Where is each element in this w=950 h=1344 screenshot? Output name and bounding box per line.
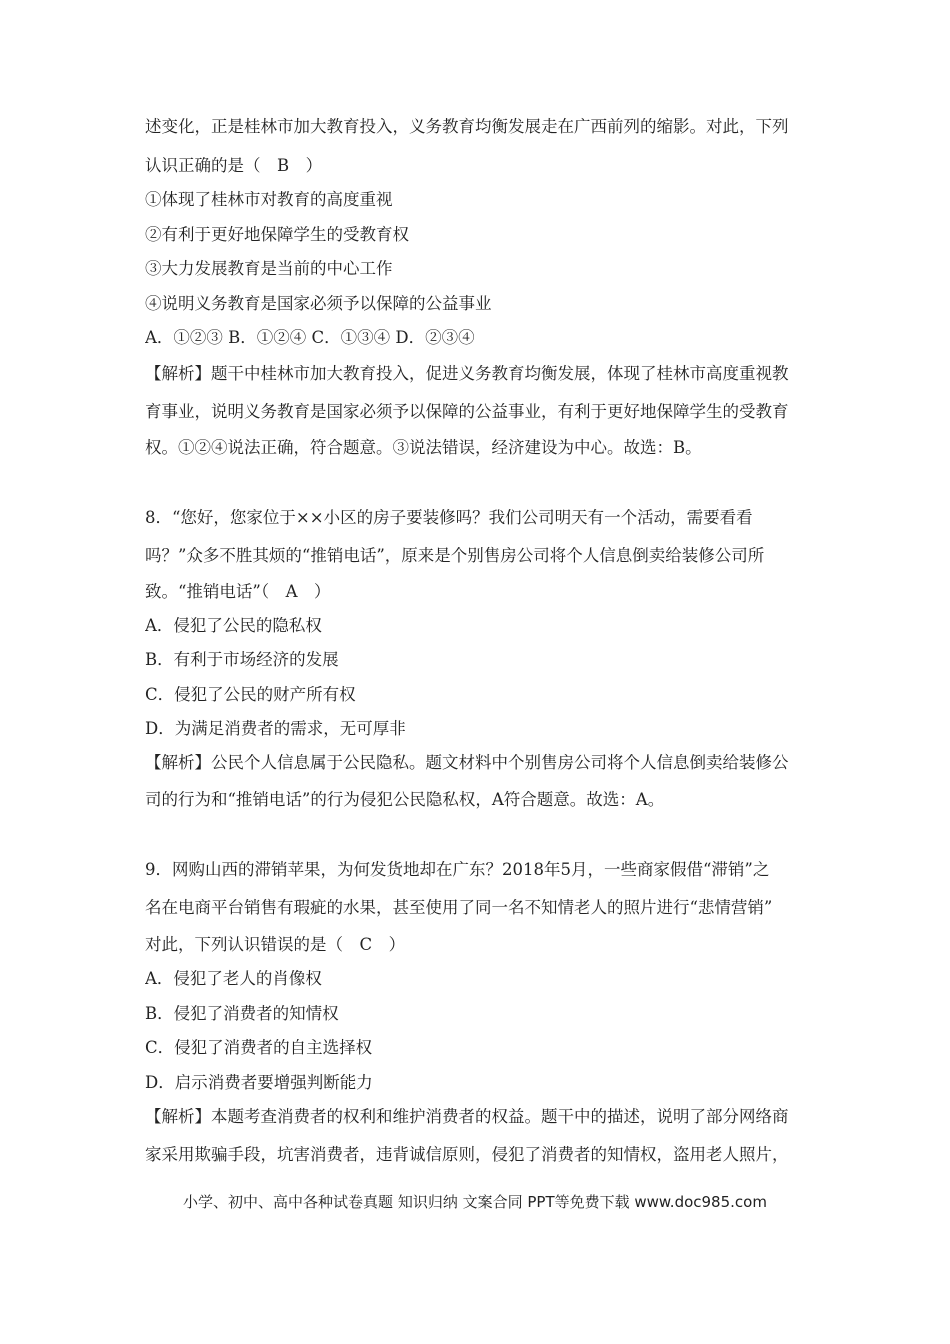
- q7-stem-line-1: 述变化，正是桂林市加大教育投入，义务教育均衡发展走在广西前列的缩影。对此，下列: [145, 117, 789, 136]
- q8-option-a: A．侵犯了公民的隐私权: [145, 616, 322, 635]
- q7-item-4: ④说明义务教育是国家必须予以保障的公益事业: [145, 294, 492, 313]
- q7-stem-line-2: 认识正确的是（ B ）: [145, 156, 323, 175]
- q8-option-b: B．有利于市场经济的发展: [145, 650, 339, 669]
- q8-analysis-line-2: 司的行为和“推销电话”的行为侵犯公民隐私权，A符合题意。故选：A。: [145, 790, 665, 809]
- q8-stem-line-2: 吗？”众多不胜其烦的“推销电话”，原来是个别售房公司将个人信息倒卖给装修公司所: [145, 546, 765, 565]
- q7-item-2: ②有利于更好地保障学生的受教育权: [145, 225, 409, 244]
- q9-stem-line-2: 名在电商平台销售有瑕疵的水果，甚至使用了同一名不知情老人的照片进行“悲情营销”: [145, 898, 773, 917]
- q9-stem-line-1: 9．网购山西的滞销苹果，为何发货地却在广东？2018年5月，一些商家假借“滞销”之: [145, 860, 770, 879]
- q9-option-a: A．侵犯了老人的肖像权: [145, 969, 322, 988]
- page-footer: 小学、初中、高中各种试卷真题 知识归纳 文案合同 PPT等免费下载 www.doc985.com: [183, 1193, 767, 1211]
- q9-option-d: D．启示消费者要增强判断能力: [145, 1073, 373, 1092]
- q8-option-d: D．为满足消费者的需求，无可厚非: [145, 719, 406, 738]
- q7-item-3: ③大力发展教育是当前的中心工作: [145, 259, 393, 278]
- q9-analysis-line-1: 【解析】本题考查消费者的权利和维护消费者的权益。题干中的描述，说明了部分网络商: [145, 1107, 789, 1126]
- q7-options: A．①②③ B．①②④ C．①③④ D．②③④: [145, 328, 475, 347]
- q9-option-c: C．侵犯了消费者的自主选择权: [145, 1038, 373, 1057]
- q8-analysis-line-1: 【解析】公民个人信息属于公民隐私。题文材料中个别售房公司将个人信息倒卖给装修公: [145, 753, 789, 772]
- q7-analysis-line-3: 权。①②④说法正确，符合题意。③说法错误，经济建设为中心。故选：B。: [145, 438, 702, 457]
- q7-item-1: ①体现了桂林市对教育的高度重视: [145, 190, 393, 209]
- q9-stem-line-3: 对此，下列认识错误的是（ C ）: [145, 935, 406, 954]
- q8-stem-line-3: 致。“推销电话”（ A ）: [145, 582, 331, 601]
- q7-analysis-line-1: 【解析】题干中桂林市加大教育投入，促进义务教育均衡发展，体现了桂林市高度重视教: [145, 364, 789, 383]
- q9-option-b: B．侵犯了消费者的知情权: [145, 1004, 339, 1023]
- q9-analysis-line-2: 家采用欺骗手段，坑害消费者，违背诚信原则，侵犯了消费者的知情权，盗用老人照片，: [145, 1145, 789, 1164]
- q8-option-c: C．侵犯了公民的财产所有权: [145, 685, 356, 704]
- q8-stem-line-1: 8．“您好，您家位于××小区的房子要装修吗？我们公司明天有一个活动，需要看看: [145, 508, 753, 527]
- q7-analysis-line-2: 育事业，说明义务教育是国家必须予以保障的公益事业，有利于更好地保障学生的受教育: [145, 402, 789, 421]
